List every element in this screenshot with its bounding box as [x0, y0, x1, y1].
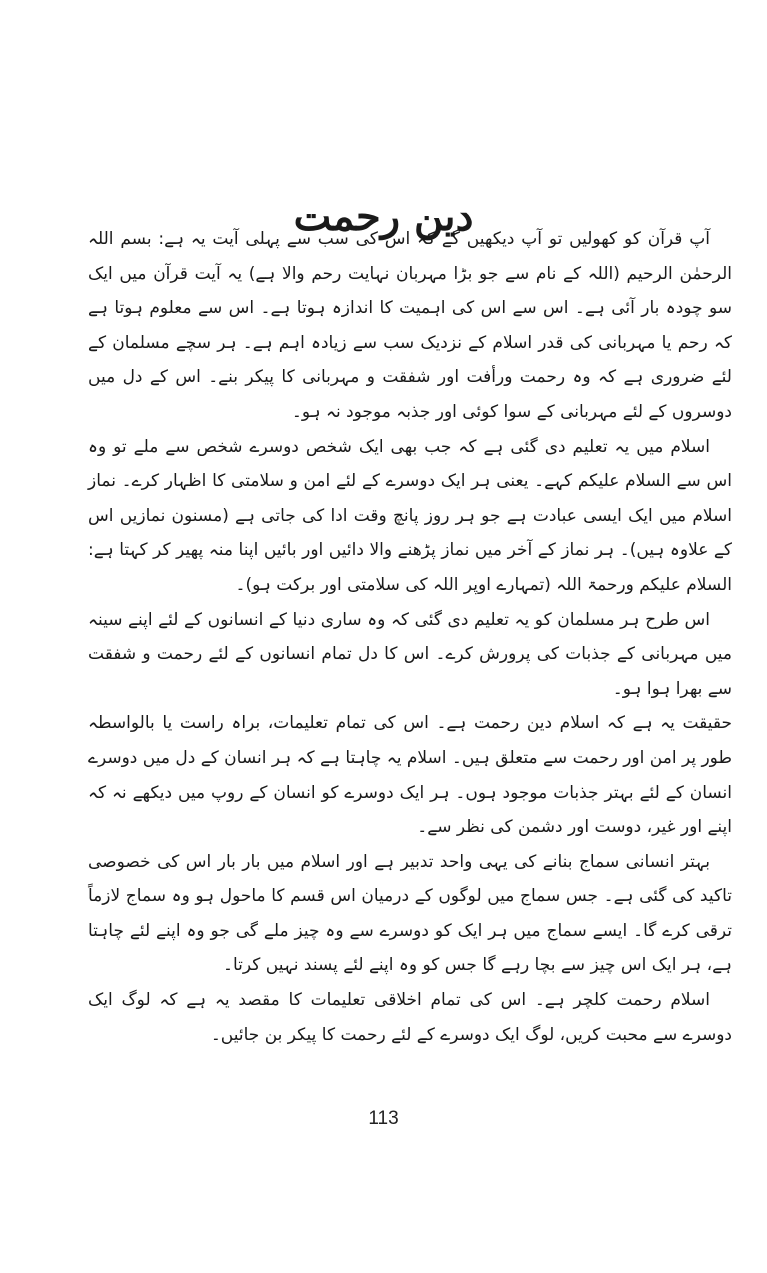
- paragraph-1: آپ قرآن کو کھولیں تو آپ دیکھیں گے کہ اس کی سب سے پہلی آیت یہ ہے: بسم اللہ الرحمٰن الرحیم (اللہ کے نام سے جو بڑا مہربان نہایت رحم والا ہے) یہ آیت قرآن میں ایک سو چودہ بار آئی ہے۔ اس سے اس کی اہمیت کا اندازہ ہوتا ہے۔ اس سے معلوم ہوتا ہے کہ رحم یا مہربانی کی قدر اسلام کے نزدیک سب سے زیادہ اہم ہے۔ ہر سچے مسلمان کے لئے ضروری ہے کہ وہ رحمت ورأفت اور شفقت و مہربانی کا پیکر بنے۔ اس کے دل میں دوسروں کے لئے مہربانی کے سوا کوئی اور جذبہ موجود نہ ہو۔: [88, 229, 732, 422]
- chapter-body: [88, 222, 732, 1052]
- paragraph-4: حقیقت یہ ہے کہ اسلام دین رحمت ہے۔ اس کی تمام تعلیمات، براہ راست یا بالواسطہ طور پر امن اور رحمت سے متعلق ہیں۔ اسلام یہ چاہتا ہے کہ ہر انسان کے دل میں دوسرے انسان کے لئے بہتر جذبات موجود ہوں۔ ہر ایک دوسرے کو انسان کے روپ میں دیکھے نہ کہ اپنے اور غیر، دوست اور دشمن کی نظر سے۔: [88, 713, 732, 838]
- paragraph-5: بہتر انسانی سماج بنانے کی یہی واحد تدبیر ہے اور اسلام میں بار بار اس کی خصوصی تاکید کی گئی ہے۔ جس سماج میں لوگوں کے درمیان اس قسم کا ماحول ہو وہ سماج لازماً ترقی کرے گا۔ ایسے سماج میں ہر ایک کو دوسرے سے وہ چیز ملے گی جو وہ اپنے لئے چاہتا ہے، ہر ایک اس چیز سے بچا رہے گا جس کو وہ اپنے لئے پسند نہیں کرتا۔: [88, 851, 732, 976]
- paragraph-2: اسلام میں یہ تعلیم دی گئی ہے کہ جب بھی ایک شخص دوسرے شخص سے ملے تو وہ اس سے السلام علیکم کہے۔ یعنی ہر ایک دوسرے کے لئے امن و سلامتی کا اظہار کرے۔ نماز اسلام میں ایک ایسی عبادت ہے جو ہر روز پانچ وقت ادا کی جاتی ہے (مسنون نمازیں اس کے علاوہ ہیں)۔ ہر نماز کے آخر میں نماز پڑھنے والا دائیں اور بائیں اپنا منہ پھیر کر کہتا ہے: السلام علیکم ورحمۃ اللہ (تمہارے اوپر اللہ کی سلامتی اور برکت ہو)۔: [88, 436, 732, 595]
- chapter-title: دین رحمت: [293, 192, 474, 240]
- paragraph-6: اسلام رحمت کلچر ہے۔ اس کی تمام اخلاقی تعلیمات کا مقصد یہ ہے کہ لوگ ایک دوسرے سے محبت کریں، لوگ ایک دوسرے کے لئے رحمت کا پیکر بن جائیں۔: [88, 990, 732, 1045]
- page-number: 113: [368, 1108, 399, 1129]
- paragraph-3: اس طرح ہر مسلمان کو یہ تعلیم دی گئی کہ وہ ساری دنیا کے انسانوں کے لئے اپنے سینہ میں مہربانی کے جذبات کی پرورش کرے۔ اس کا دل تمام انسانوں کے لئے رحمت و شفقت سے بھرا ہوا ہو۔: [88, 609, 732, 699]
